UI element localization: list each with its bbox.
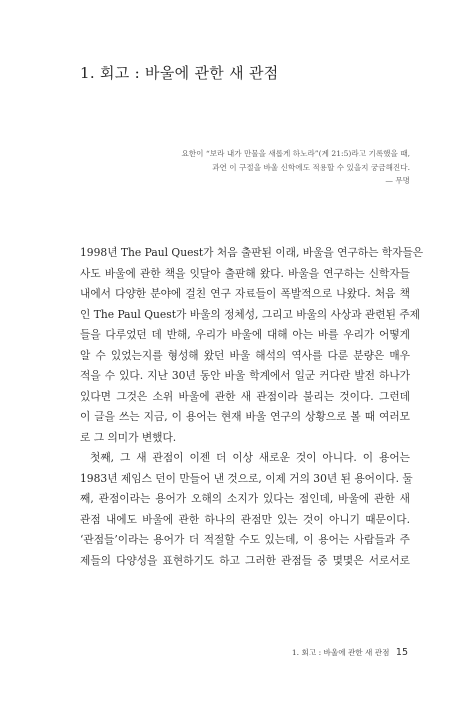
body-line: 째, 관점이라는 용어가 오해의 소지가 있다는 점인데, 바울에 관한 새	[80, 492, 410, 505]
body-line: 사도 바울에 관한 책을 잇달아 출판해 왔다. 바울을 연구하는 신학자들	[80, 266, 410, 280]
epigraph-line: 과연 이 구절을 바울 신학에도 적용할 수 있을지 궁금해진다.	[212, 162, 410, 172]
body-line: 로 그 의미가 변했다.	[80, 430, 177, 444]
body-line: 관점 내에도 바울에 관한 하나의 관점만 있는 것이 아니기 때문이다.	[80, 512, 410, 526]
epigraph-line: 요한이 “보라 내가 만물을 새롭게 하노라”(계 21:5)라고 기록했을 때,	[181, 149, 410, 158]
body-line: 들을 다루었던 데 반해, 우리가 바울에 대해 아는 바를 우리가 어떻게	[80, 328, 410, 341]
page-footer	[292, 647, 408, 658]
chapter-title: 1. 회고 : 바울에 관한 새 관점	[80, 64, 279, 82]
body-line: 제들의 다양성을 표현하기도 하고 그러한 관점들 중 몇몇은 서로서로	[80, 553, 410, 567]
body-line: 1998년 The Paul Quest가 처음 출판된 이래, 바울을 연구하는 학자들은	[80, 246, 424, 259]
body-text	[80, 243, 424, 571]
body-line: 이 글을 쓰는 지금, 이 용어는 현재 바울 연구의 상황으로 볼 때 여러모	[80, 410, 410, 423]
running-head: 1. 회고 : 바울에 관한 새 관점	[291, 648, 390, 657]
body-line: ‘관점들’이라는 용어가 더 적절할 수도 있는데, 이 용어는 사람들과 주	[80, 533, 410, 546]
epigraph-attribution: — 무명	[385, 176, 410, 185]
body-line: 적을 수 있다. 지난 30년 동안 바울 학계에서 일군 커다란 발전 하나가	[80, 369, 410, 382]
page-number: 15	[395, 647, 408, 658]
epigraph	[120, 147, 410, 188]
body-line: 알 수 있었는지를 형성해 왔던 바울 해석의 역사를 다룬 분량은 매우	[80, 348, 410, 362]
body-line: 인 The Paul Quest가 바울의 정체성, 그리고 바울의 사상과 관련된 주제	[80, 307, 420, 321]
body-line: 있다면 그것은 소위 바울에 관한 새 관점이라 불리는 것이다. 그런데	[80, 389, 410, 403]
body-line: 1983년 제임스 던이 만들어 낸 것으로, 이제 거의 30년 된 용어이다. 둘	[80, 471, 413, 485]
body-line: 첫째, 그 새 관점이 이젠 더 이상 새로운 것이 아니다. 이 용어는	[90, 451, 410, 464]
body-line: 내에서 다양한 분야에 걸친 연구 자료들이 폭발적으로 나왔다. 처음 책	[80, 287, 410, 300]
